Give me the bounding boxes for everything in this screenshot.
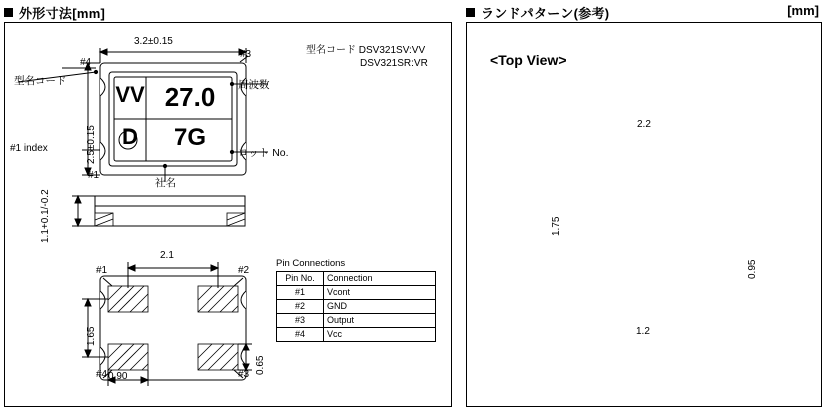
cell-pin: #3 xyxy=(277,314,324,328)
model-code-note-line2: DSV321SR:VR xyxy=(360,58,428,69)
label-pin4-top: #4 xyxy=(80,57,92,68)
label-frequency: 周波数 xyxy=(238,79,270,91)
cell-connection: GND xyxy=(324,300,436,314)
dim-pad-pitch-y: 1.65 xyxy=(86,326,97,346)
dim-pad-pitch-x: 2.1 xyxy=(160,250,174,261)
label-company: 社名 xyxy=(155,177,176,189)
land-dim-left: 1.75 xyxy=(551,216,562,236)
dim-pad-width: 0.90 xyxy=(108,371,128,382)
dim-top-width: 3.2±0.15 xyxy=(134,36,173,47)
cell-pin: #4 xyxy=(277,328,324,342)
cell-connection: Vcc xyxy=(324,328,436,342)
section-title-outline-text: 外形寸法[mm] xyxy=(19,6,106,21)
label-pin3-bottom: #3 xyxy=(238,369,250,380)
cell-pin: #1 xyxy=(277,286,324,300)
col-header-pin-no: Pin No. xyxy=(277,272,324,286)
cell-connection: Vcont xyxy=(324,286,436,300)
cell-connection: Output xyxy=(324,314,436,328)
table-row xyxy=(277,300,436,314)
land-dim-bottom: 1.2 xyxy=(636,326,650,337)
land-dim-right: 0.95 xyxy=(747,259,758,279)
table-row xyxy=(277,328,436,342)
dim-thickness: 1.1+0.1/-0.2 xyxy=(40,189,51,243)
marking-frequency: 27.0 xyxy=(164,82,216,112)
label-pin4-bottom: #4 xyxy=(96,369,108,380)
pin-connections-table xyxy=(276,258,436,342)
col-header-connection: Connection xyxy=(324,272,436,286)
table-row xyxy=(277,314,436,328)
table-row xyxy=(277,286,436,300)
land-pattern-panel xyxy=(466,22,822,407)
marking-company: D xyxy=(122,124,138,149)
land-dim-top: 2.2 xyxy=(637,119,651,130)
dim-pad-height: 0.65 xyxy=(255,355,266,375)
label-pin1-bottom: #1 xyxy=(96,265,108,276)
landpattern-unit-label: [mm] xyxy=(787,3,819,18)
label-pin1-index: #1 index xyxy=(10,143,48,154)
pin-connections-caption: Pin Connections xyxy=(276,258,346,269)
model-code-note-line1: 型名コード DSV321SV:VV xyxy=(306,45,426,56)
section-title-landpattern-text: ランドパターン(参考) xyxy=(481,6,610,21)
label-pin3-top: #3 xyxy=(240,49,252,60)
table-header-row xyxy=(277,272,436,286)
dim-body-height: 2.5±0.15 xyxy=(86,125,97,164)
label-lot-no: ロット No. xyxy=(238,147,289,159)
label-pin2-bottom: #2 xyxy=(238,265,250,276)
top-view-label: <Top View> xyxy=(490,52,567,68)
marking-lot-no: 7G xyxy=(173,124,206,151)
cell-pin: #2 xyxy=(277,300,324,314)
label-model-code: 型名コード xyxy=(14,75,67,87)
label-pin1-top: #1 xyxy=(88,170,100,181)
marking-model-code: VV xyxy=(115,82,145,107)
